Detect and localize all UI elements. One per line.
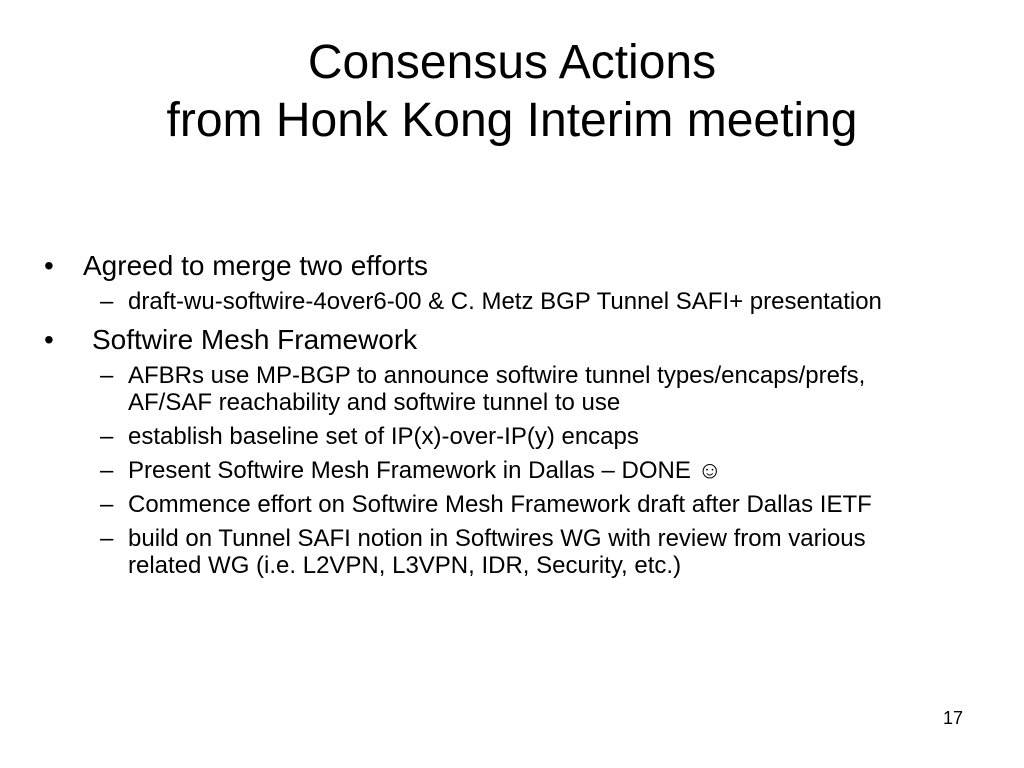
bullet-text: Softwire Mesh Framework [92, 324, 418, 355]
sub-bullet-text: Commence effort on Softwire Mesh Framework draft after Dallas IETF [128, 491, 872, 518]
bullet-text: Agreed to merge two efforts [83, 250, 428, 281]
title-line-1: Consensus Actions [307, 36, 717, 89]
sub-bullet-draft [0, 288, 1000, 315]
sub-bullet-text: establish baseline set of IP(x)-over-IP(y) encaps [128, 423, 639, 450]
slide-body [0, 248, 1000, 586]
sub-bullet-dash: – [100, 457, 114, 484]
sub-bullet-list [0, 288, 1000, 315]
page-number: 17 [942, 708, 963, 728]
sub-bullet-commence [0, 491, 1000, 518]
sub-bullet-text: draft-wu-softwire-4over6-00 & C. Metz BGP Tunnel SAFI+ presentation [128, 288, 882, 315]
slide-title [0, 34, 1024, 150]
sub-bullet-dash: – [100, 525, 114, 552]
bullet-merge-efforts [0, 248, 1000, 284]
sub-bullet-dash: – [100, 288, 114, 315]
sub-bullet-tunnel-safi [0, 525, 1000, 579]
bullet-dot: • [44, 250, 54, 281]
sub-bullet-baseline [0, 423, 1000, 450]
sub-bullet-list [0, 362, 1000, 579]
sub-bullet-afbrs [0, 362, 1000, 416]
bullet-mesh-framework [0, 322, 1000, 358]
sub-bullet-dallas [0, 457, 1000, 484]
sub-bullet-dash: – [100, 491, 114, 518]
bullet-dot: • [44, 324, 54, 355]
sub-bullet-text: build on Tunnel SAFI notion in Softwires WG with review from various related WG (i.e. L2VPN, L3VPN, IDR, Security, etc.) [128, 525, 866, 579]
sub-bullet-dash: – [100, 362, 114, 389]
sub-bullet-dash: – [100, 423, 114, 450]
sub-bullet-text: AFBRs use MP-BGP to announce softwire tunnel types/encaps/prefs, AF/SAF reachability and softwire tunnel to use [128, 362, 866, 416]
sub-bullet-text: Present Softwire Mesh Framework in Dallas – DONE ☺ [128, 457, 723, 484]
title-line-2: from Honk Kong Interim meeting [166, 94, 858, 147]
